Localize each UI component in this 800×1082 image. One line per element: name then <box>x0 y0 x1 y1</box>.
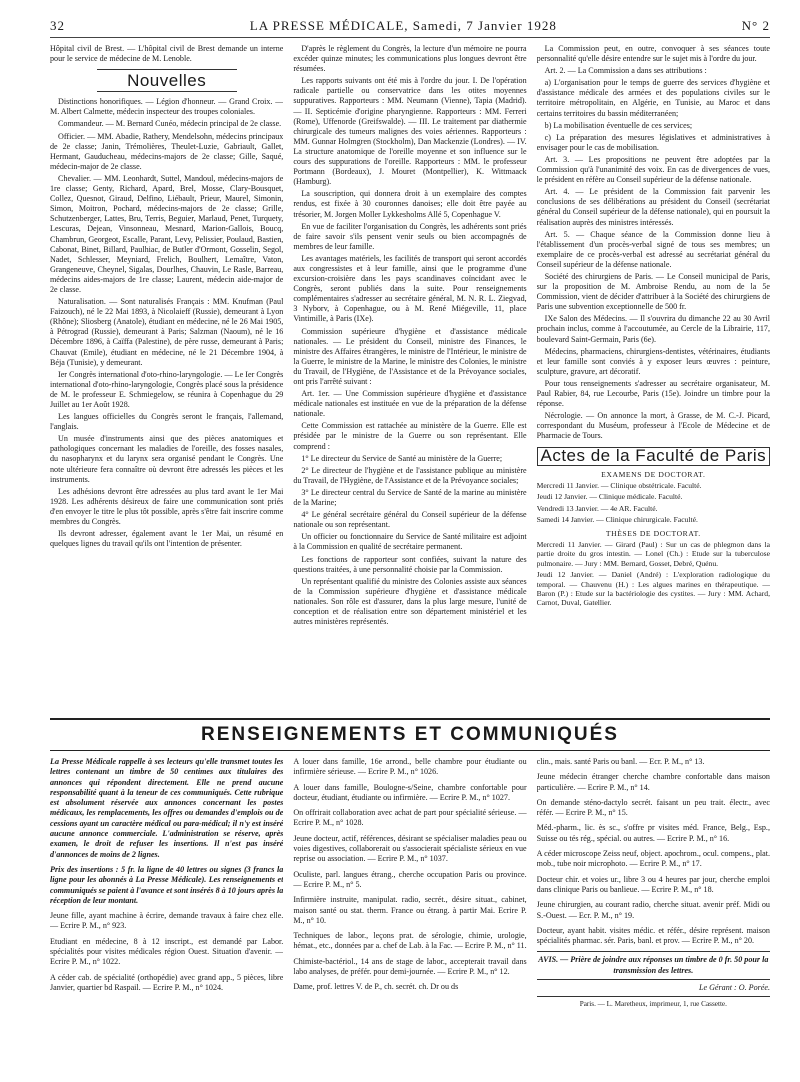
list-item: b) La mobilisation éventuelle de ces services; <box>544 120 693 130</box>
officier-paragraph: Officier. — MM. Abadie, Rathery, Mendelsohn, médecins principaux de 2e classe; Janin, Trémolières, Theulet-Luzie, Gabriault, Gallet, Hermant, Gauducheau, médecins-majors de 2e classe; Gille, Saqué, médecin-major de 2e classe. <box>50 131 284 171</box>
newspaper-page <box>50 18 770 1070</box>
article-paragraph: Art. 2. — La Commission a dans ses attributions : <box>544 66 707 76</box>
column-3 <box>537 44 770 712</box>
hopital-notice: Hôpital civil de Brest. — L'hôpital civil de Brest demande un interne pour le service de médecine de M. Lenoble. <box>50 44 284 64</box>
paragraph: La souscription, qui donnera droit à un exemplaire des comptes rendus, est fixée à 30 couronnes danoises; elle doit être payée au trésorier, M. Jorgen Moller Lykkesholms Allé 5, Copenhague V. <box>293 189 527 219</box>
classified-ad: On offrirait collaboration avec achat de part pour spécialité sérieuse. — Ecrire P. M., n° 1028. <box>293 808 527 828</box>
paragraph: Médecins, pharmaciens, chirurgiens-dentistes, vétérinaires, étudiants et leur famille sont conviés à y exposer leurs œuvres : peinture, sculpture, gravure, art décoratif. <box>536 346 770 376</box>
actes-heading: Actes de la Faculté de Paris <box>540 446 767 466</box>
classified-ad: Jeune docteur, actif, références, désirant se spécialiser maladies peau ou voies digestives, collaborerait ou s'associerait spécialiste sérieux en vue reprise ou association. — Ecrire P. M., n° 1037. <box>293 833 527 864</box>
exam-heading: EXAMENS DE DOCTORAT. <box>601 469 706 479</box>
classified-ad: Jeune médecin étranger cherche chambre confortable dans maison particulière. — Ecrire P. M., n° 14. <box>536 772 770 792</box>
these-heading: THÈSES DE DOCTORAT. <box>605 528 701 538</box>
paragraph: Un représentant qualifié du ministre des Colonies assiste aux séances de la Commission supérieure d'hygiène et d'assistance médicale nationales. Son rôle est d'assurer, dans la plus large mesure, l'unité de conception et de réalisation entre son département ministériel et les autres ministères représentés. <box>293 576 527 627</box>
list-item: a) L'organisation pour le temps de guerre des services d'hygiène et d'assistance médicale des armées et des populations civiles sur le territoire métropolitain, en Algérie, en Tunisie, au Maroc et dans certains territoires du bassin méditerranéen; <box>536 78 770 118</box>
classified-ad: Méd.-pharm., lic. ès sc., s'offre pr visites méd. France, Belg., Esp., Suisse ou tés rég., spécial. ou autres. — Ecrire P. M., n° 16. <box>536 823 770 843</box>
upper-columns <box>50 44 770 712</box>
renseignements-heading: RENSEIGNEMENTS ET COMMUNIQUÉS <box>50 718 770 751</box>
ads-column-1 <box>50 757 283 1070</box>
paragraph: La Commission peut, en outre, convoquer à ses séances toute personnalité qu'elle désire entendre sur le sujet mis à l'ordre du jour. <box>536 44 770 64</box>
article-paragraph: Art. 1er. — Une Commission supérieure d'hygiène et d'assistance médicale nationales est instituée en vue de la préparation de la défense nationale. <box>293 389 527 419</box>
gerant-signature: Le Gérant : O. Porée. <box>698 983 770 993</box>
article-paragraph: Art. 3. — Les propositions ne peuvent être adoptées par la Commission qu'à l'unanimité des voix. En cas de divergences de vues, le président en réfère au Conseil supérieur de la défense nationale. <box>536 154 770 185</box>
nouvelles-heading: Nouvelles <box>127 71 207 91</box>
list-item: 4° Le général secrétaire général du Conseil supérieur de la défense nationale ou son représentant. <box>293 510 527 530</box>
lower-columns <box>50 757 770 1070</box>
classified-ad: Techniques de labor., leçons prat. de sérologie, chimie, urologie, hémat., etc., données par a. chef de Lab. à la Fac. — Ecrire P. M., n° 11. <box>293 931 527 951</box>
classified-ad: clin., mais. santé Paris ou banl. — Ecr. P. M., n° 13. <box>536 757 705 766</box>
ads-column-2 <box>293 757 526 1070</box>
list-item: 1° Le directeur du Service de Santé au ministère de la Guerre; <box>301 453 503 463</box>
these-item: Jeudi 12 Janvier. — Daniel (André) : L'exploration radiologique du temporal. — Chauvenu (H.) : Les algues marines en thérapeutique. — Baron (P.) : Etude sur la bactériologie des cystites. — Jury : MM. Achard, Carnot, Duval, Gatellier. <box>536 570 770 608</box>
paragraph: Pour tous renseignements s'adresser au secrétaire organisateur, M. Paul Rabier, 84, rue Lecourbe, Paris (15e). Joindre un timbre pour la réponse. <box>536 378 770 409</box>
ads-column-3 <box>537 757 770 1070</box>
classified-ad: Jeune fille, ayant machine à écrire, demande travaux à faire chez elle. — Ecrire P. M., n° 923. <box>50 911 284 931</box>
necrologie-paragraph: Nécrologie. — On annonce la mort, à Grasse, de M. C.-J. Picard, correspondant du Muséum, professeur à l'Ecole de Médecine et de Pharmacie de Tours. <box>536 411 770 441</box>
classified-ad: Etudiant en médecine, 8 à 12 inscript., est demandé par Labor. spécialités pour visites médicales région Ouest. Situation d'avenir. — Ecrire P. M., n° 1022. <box>50 936 284 967</box>
congres-languages: Les langues officielles du Congrès seront le français, l'allemand, l'anglais. <box>50 412 284 432</box>
issue-number: N° 2 <box>741 18 770 33</box>
classified-ad: Dame, prof. lettres V. de P., ch. secrét. ch. Dr ou ds <box>293 982 459 992</box>
congres-resume: Ils devront adresser, également avant le 1er Mai, un résumé en quelques lignes du travail qu'ils ont l'intention de présenter. <box>50 529 284 549</box>
list-item: c) La préparation des mesures législatives et administratives à envisager pour le cas de mobilisation. <box>536 132 770 152</box>
classified-ad: A céder microscope Zeiss neuf, object. apochrom., ocul. compens., plat. mob., tube noir microphoto. — Ecrire P. M., n° 17. <box>536 849 770 869</box>
page-number: 32 <box>50 18 65 33</box>
classified-ad: Docteur, ayant habit. visites médic. et référ., désire représent. maison spécialités pharmac. sér. Paris, banl. et prov. — Ecrire P. M., n° 20. <box>536 925 770 946</box>
page-header <box>50 18 770 38</box>
avis-notice: AVIS. — Prière de joindre aux réponses un timbre de 0 fr. 50 pour la transmission des lettres. <box>537 951 770 980</box>
divider <box>97 69 237 70</box>
classified-ad: Chimiste-bactériol., 14 ans de stage de labor., accepterait travail dans labo analyses, de préfér. pour demi-journée. — Ecrire P. M., n° 12. <box>293 956 527 977</box>
classified-ad: On demande sténo-dactylo secrét. faisant un peu trait. électr., avec référ. — Ecrire P. M., n° 15. <box>536 797 770 818</box>
classified-ad: A céder cab. de spécialité (orthopédie) avec grand app., 5 pièces, libre Janvier, quartier bd Raspail. — Ecrire P. M., n° 1024. <box>50 972 284 992</box>
classified-ad: Docteur chir. et voies ur., libre 3 ou 4 heures par jour, cherche emploi dans clinique Paris ou banlieue. — Ecrire P. M., n° 18. <box>536 874 770 894</box>
list-item: 3° Le directeur central du Service de Santé de la marine au ministère de la Marine; <box>293 487 527 508</box>
article-paragraph: Art. 4. — Le président de la Commission fait parvenir les conclusions de ses délibérations au président du Conseil (secrétariat général du Conseil supérieur de la défense nationale), qui en poursuit la réalisation auprès des ministres intéressés. <box>536 187 770 227</box>
paragraph: Cette Commission est rattachée au ministère de la Guerre. Elle est présidée par le ministre de la Guerre ou son représentant. Elle comprend : <box>293 421 527 451</box>
paragraph: D'après le règlement du Congrès, la lecture d'un mémoire ne pourra excéder quinze minutes; les communications plus longues devront être résumées. <box>293 44 527 74</box>
congres-musee: Un musée d'instruments ainsi que des pièces anatomiques et pathologiques concernant les maladies de l'oreille, des fosses nasales, du nasopharynx et du larynx sera organisé pendant le Congrès. Une note ultérieure fera connaître où devront être adressés les pièces et les instruments. <box>50 434 284 484</box>
congres-paragraph: Ier Congrès international d'oto-rhino-laryngologie. — Le Ier Congrès international d'oto-rhino-laryngologie, Congrès placé sous la présidence de M. le professeur E. Schmiegelow, se réunira à Copenhague du 29 Juillet au 1er Août 1928. <box>50 369 284 409</box>
societe-paragraph: Société des chirurgiens de Paris. — Le Conseil municipal de Paris, sur la proposition de M. Ambroise Rendu, au nom de la 5e Commission, vient de décider d'attribuer à la Société des chirurgiens de Paris une subvention exceptionnelle de 500 fr. <box>536 271 770 312</box>
publication-title: LA PRESSE MÉDICALE, Samedi, 7 Janvier 1928 <box>249 18 557 33</box>
classified-ad: Jeune chirurgien, au courant radio, cherche situat. avenir préf. Midi ou S.-Ouest. — Ecr. P. M., n° 19. <box>536 900 770 920</box>
article-paragraph: Art. 5. — Chaque séance de la Commission donne lieu à l'établissement d'un procès-verbal signé de tous ses membres; un exemplaire de ce procès-verbal est adressé au secrétariat général du Conseil supérieur de la défense nationale. <box>536 229 770 269</box>
paragraph: Les rapports suivants ont été mis à l'ordre du jour. I. De l'opération radicale partielle ou conservatrice dans les otites moyennes suppuratives. Rapporteurs : MM. Neumann (Vienne), Tapia (Madrid). — II. Septicémie d'origine pharyngienne. Rapporteurs : MM. Ferreri (Rome), Uffenorde (Greifswalde). — III. Le traitement par diathermie chirurgicale des tumeurs malignes des voies aériennes. Rapporteurs : MM. Gunnar Holmgren (Stockholm), Dan Mackenzie (Londres). — IV. La structure anatomique de l'oreille moyenne et son influence sur le cours des suppurations de l'oreille. Rapporteurs : MM. le professeur Portmann (Bordeaux), J. Mouret (Montpellier), K. Wittmaack (Hamburg). <box>293 76 527 187</box>
these-item: Mercredi 11 Janvier. — Girard (Paul) : Sur un cas de phlegmon dans la partie droite du gros intestin. — Lonel (Ch.) : Etude sur la tuberculose pulmonaire. — Jury : MM. Bernard, Gosset, Debré, Quénu. <box>536 540 770 568</box>
ads-intro: La Presse Médicale rappelle à ses lecteurs qu'elle transmet toutes les lettres contenant un timbre de 50 centimes aux titulaires des annonces qui répondent directement. Elle ne prend aucune responsabilité quant à la teneur de ces communiqués. Cette rubrique est absolument réservée aux annonces concernant les postes médicaux, les remplacements, les offres ou demandes d'emplois ou de cessions ayant un caractère médical ou para-médical; il n'y est inséré aucune annonce commerciale. L'administration se réserve, après examen, le droit de refuser les insertions. Il n'est pas inséré d'annonces de moins de 2 lignes. <box>50 757 284 859</box>
actes-content <box>537 470 770 608</box>
column-1 <box>50 44 283 712</box>
naturalisation-paragraph: Naturalisation. — Sont naturalisés Français : MM. Knufman (Paul Faizouch), né le 22 Mai 1893, à Nicolaieff (Russie), demeurant à Lyon (Rhône); Sliosberg (Anatole), étudiant en médecine, né le 26 Mai 1905, à Pétrograd (Russie), demeurant à Paris; Salzman (Naoum), né le 16 Décembre 1896, à Caïffa (Palestine), de père russe, demeurant à Paris; Chauvat (Emile), étudiant en médecine, né le 21 Décembre 1904, à Béja (Tunisie), y demeurant. <box>50 297 284 367</box>
column-2 <box>293 44 526 712</box>
distinctions-paragraph: Distinctions honorifiques. — Légion d'honneur. — Grand Croix. — M. Albert Calmette, médecin inspecteur des troupes coloniales. <box>50 97 284 117</box>
congres-adhesions: Les adhésions devront être adressées au plus tard avant le 1er Mai 1928. Les adhérents désireux de faire une communication sont priés d'en envoyer le titre le plus tôt possible, après s'être fait inscrire comme membres du Congrès. <box>50 486 284 527</box>
commandeur-paragraph: Commandeur. — M. Bernard Cunéo, médecin principal de 2e classe. <box>58 119 282 129</box>
classified-ad: Oculiste, parl. langues étrang., cherche occupation Paris ou province. — Ecrire P. M., n° 5. <box>293 869 527 889</box>
classified-ad: A louer dans famille, Boulogne-s/Seine, chambre confortable pour docteur, étudiant, étudiante ou infirmière. — Ecrire P. M., n° 1027. <box>293 782 527 802</box>
actes-box <box>537 447 770 465</box>
ads-prix: Prix des insertions : 5 fr. la ligne de 40 lettres ou signes (3 francs la ligne pour les abonnés à La Presse Médicale). Les renseignements et communiqués se paient à l'avance et sont insérés 8 à 10 jours après la réception de leur montant. <box>50 864 284 905</box>
paragraph: Les fonctions de rapporteur sont confiées, suivant la nature des questions traitées, à une personnalité choisie par la Commission. <box>293 554 527 574</box>
paragraph: Les avantages matériels, les facilités de transport qui seront accordés aux congressistes et à leur famille, ainsi que le programme d'une excursion-croisière dans les pays scandinaves coïncidant avec le Congrès, seront publiés dans la suite. Pour renseignements complémentaires s'adresser au secrétaire général, M. N. R. L. Ziegvad, 3 Nyborv, à Copenhague, ou à M. René Miégeville, 11, place Vintimille, à Paris (IXe). <box>293 253 527 324</box>
paragraph: Un officier ou fonctionnaire du Service de Santé militaire est adjoint à la Commission en qualité de secrétaire permanent. <box>293 532 527 552</box>
classified-ad: Infirmière instruite, manipulat. radio, secrét., désire situat., cabinet, maison santé ou stat. therm. France ou étrang. à partir Mai. Ecrire P. M., n° 10. <box>293 895 527 925</box>
classified-ad: A louer dans famille, 16e arrond., belle chambre pour étudiante ou infirmière sérieuse. — Ecrire P. M., n° 1026. <box>293 757 527 777</box>
list-item: 2° Le directeur de l'hygiène et de l'assistance publique au ministère du Travail, de l'Hygiène, de l'Assistance et de la Prévoyance sociales; <box>293 465 527 485</box>
salon-paragraph: IXe Salon des Médecins. — Il s'ouvrira du dimanche 22 au 30 Avril prochain inclus, comme à l'accoutumée, au Cercle de la Librairie, 117, boulevard Saint-Germain, Paris (6e). <box>536 314 770 344</box>
divider <box>97 91 237 92</box>
exam-item: Vendredi 13 Janvier. — 4e AR. Faculté. <box>536 503 658 513</box>
commission-paragraph: Commission supérieure d'hygiène et d'assistance médicale nationales. — Le président du Conseil, ministre des Finances, le ministre des Affaires étrangères, le ministre de l'Intérieur, le ministre de la Guerre, le ministre de la Marine, le ministre des Colonies, le ministre du Travail, de l'Hygiène, de l'Assistance et de la Prévoyance sociales, ont pris l'arrêté suivant : <box>293 326 527 386</box>
paragraph: En vue de faciliter l'organisation du Congrès, les adhérents sont priés de faire savoir s'ils pensent venir seuls ou bien accompagnés de membres de leur famille. <box>293 221 527 251</box>
exam-item: Samedi 14 Janvier. — Clinique chirurgicale. Faculté. <box>536 515 698 525</box>
exam-item: Jeudi 12 Janvier. — Clinique médicale. Faculté. <box>536 492 683 502</box>
exam-item: Mercredi 11 Janvier. — Clinique obstétricale. Faculté. <box>536 480 702 490</box>
printer-line: Paris. — L. Maretheux, imprimeur, 1, rue Cassette. <box>537 996 770 1009</box>
chevalier-paragraph: Chevalier. — MM. Leonhardt, Suttel, Mandoul, médecins-majors de 1re classe; Genty, Richard, Apard, Brel, Mosse, Clary-Bousquet, Collez, Quesnot, Giraud, Delfino, Liébault, Prieur, Maurel, Simonin, Simon, Moitron, Pochard, médecins-majors de 2e classe; Grille, Schutzenberger, Lattes, Bru, Terris, Beguier, Marlaud, Penet, Turquety, Lescuras, Dejean, Vinsonneau, Mesnard, Marion-Gallois, Boucq, Chambrun, Georgeot, Escalle, Parant, Levy, Pelissier, Poulaud, Bastien, Cabonat, Binet, Billard, Paulhiac, de Butler d'Ormont, Gosselin, Segol, Nadet, Schlesser, Meyniard, Frelich, Boulhert, Lemaître, Vaton, Grangeneuve, Cheynel, Sigalas, Dourlhes, Chauvin, Le Rasle, Barreau, médecins aides-majors de 1re classe; Laurent, médecin aide-major de 2e classe. <box>50 173 284 294</box>
